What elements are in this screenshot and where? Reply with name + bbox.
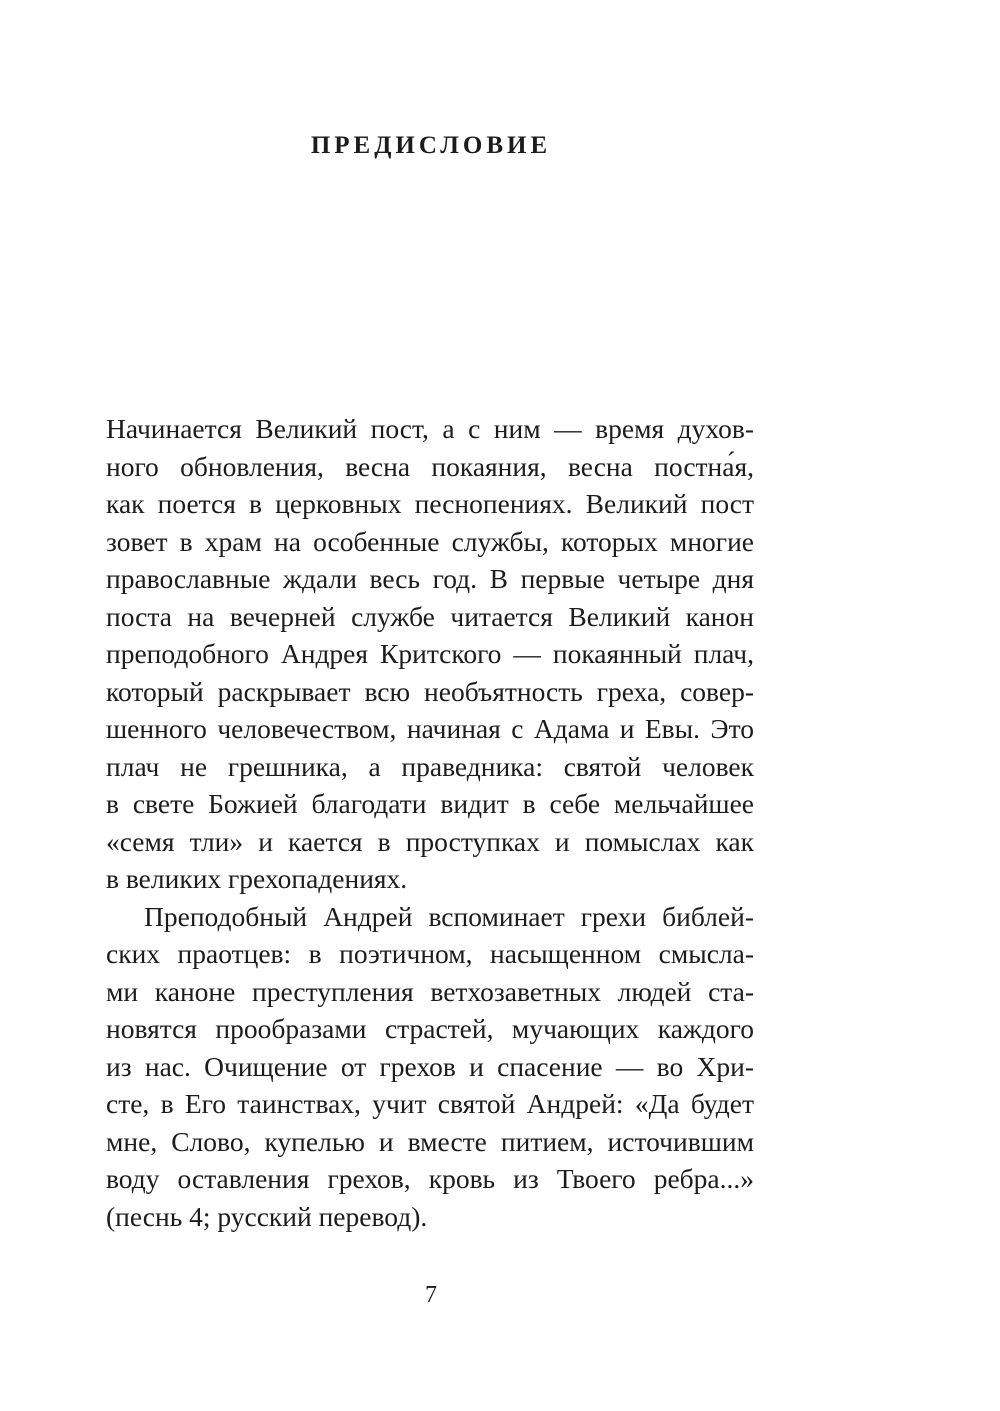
page-number: 7 xyxy=(425,1282,437,1308)
text-line: в великих грехопадениях. xyxy=(106,863,408,894)
body-text xyxy=(106,410,754,1235)
text-line: (песнь 4; русский перевод). xyxy=(106,1200,428,1232)
paragraph-1 xyxy=(106,410,754,898)
text-line: зовет в храм на особенные службы, которых многие xyxy=(106,525,754,557)
text-line: сте, в Его таинствах, учит святой Андрей: «Да будет xyxy=(106,1088,754,1119)
page-title: ПРЕДИСЛОВИЕ xyxy=(310,131,552,159)
text-line: «семя тли» и кается в проступках и помыслах как xyxy=(106,825,754,857)
text-line: воду оставления грехов, кровь из Твоего ребра...» xyxy=(106,1163,754,1194)
text-line: который раскрывает всю необъятность греха, совер- xyxy=(106,675,754,707)
text-line: шенного человечеством, начиная с Адама и Евы. Это xyxy=(106,713,754,744)
text-line: мне, Слово, купелью и вместе питием, источившим xyxy=(106,1125,754,1157)
text-line: преподобного Андрея Критского — покаянный плач, xyxy=(106,638,754,669)
text-line: из нас. Очищение от грехов и спасение — во Хри- xyxy=(106,1050,754,1082)
paragraph-2 xyxy=(106,898,754,1236)
text-line: в свете Божией благодати видит в себе мельчайшее xyxy=(106,788,754,819)
text-line: новятся прообразами страстей, мучающих каждого xyxy=(106,1013,754,1044)
text-line: плач не грешника, а праведника: святой человек xyxy=(106,750,754,782)
text-line: ного обновления, весна покаяния, весна постна́я, xyxy=(106,450,754,482)
text-line: Преподобный Андрей вспоминает грехи библей- xyxy=(144,900,754,932)
text-line: как поется в церковных песнопениях. Великий пост xyxy=(106,488,754,519)
text-line: ми каноне преступления ветхозаветных людей ста- xyxy=(106,975,754,1007)
text-line: Начинается Великий пост, а с ним — время духов- xyxy=(106,413,754,444)
text-line: ских праотцев: в поэтичном, насыщенном смысла- xyxy=(106,938,754,969)
text-line: поста на вечерней службе читается Великий канон xyxy=(106,600,754,632)
text-line: православные ждали весь год. В первые четыре дня xyxy=(106,563,754,594)
